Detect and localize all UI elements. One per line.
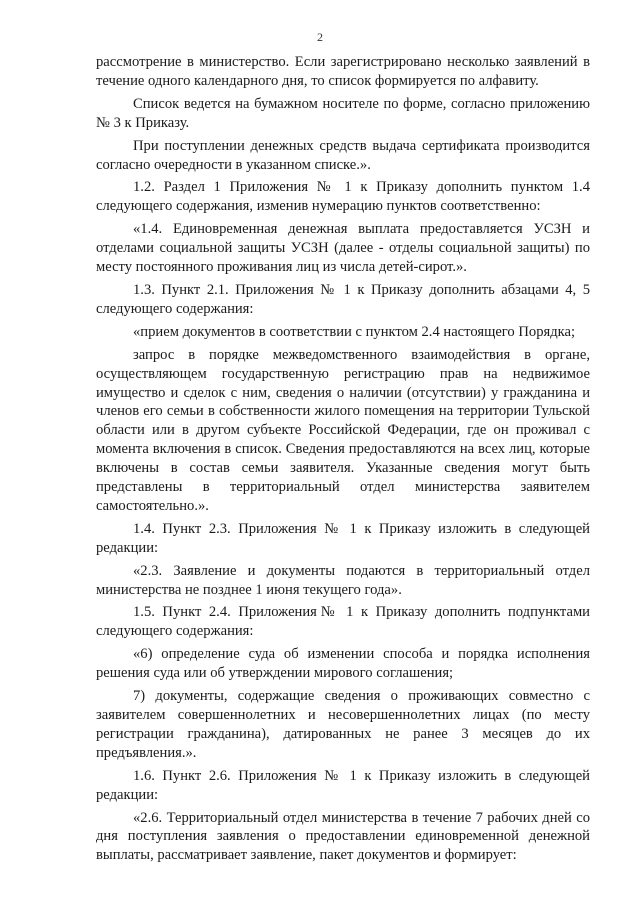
paragraph: рассмотрение в министерство. Если зарегистрировано несколько заявлений в течение одного календарного дня, то список формируется по алфавиту. (96, 54, 590, 89)
paragraph: «прием документов в соответствии с пунктом 2.4 настоящего Порядка; (133, 323, 576, 340)
paragraph: 1.6. Пункт 2.6. Приложения № 1 к Приказу изложить в следующей редакции: (96, 767, 590, 803)
paragraph: запрос в порядке межведомственного взаимодействия в органе, осуществляющем государственную регистрацию прав на недвижимое имущество и сделок с ним, сведения о наличии (отсутствии) у гражданина и членов его семьи в собственности жилого помещения на территории Тульской области или в другом субъекте Российской Федерации, где он проживал с момента включения в список. Сведения предоставляются на всех лиц, которые включены в состав семьи заявителя. Указанные сведения могут быть представлены в территориальный отдел министерства заявителем самостоятельно.». (96, 346, 590, 514)
paragraph: «2.3. Заявление и документы подаются в территориальный отдел министерства не позднее 1 июня текущего года». (96, 562, 590, 598)
paragraph: Список ведется на бумажном носителе по форме, согласно приложению № 3 к Приказу. (96, 95, 590, 131)
paragraph: «6) определение суда об изменении способа и порядка исполнения решения суда или об утверждении мирового соглашения; (96, 646, 590, 682)
paragraph: 1.4. Пункт 2.3. Приложения № 1 к Приказу изложить в следующей редакции: (96, 520, 590, 556)
paragraph: 1.5. Пункт 2.4. Приложения№ 1 к Приказу дополнить подпунктами следующего содержания: (96, 604, 590, 640)
paragraph: 7) документы, содержащие сведения о проживающих совместно с заявителем совершеннолетних и несовершеннолетних лицах (по месту регистрации гражданина), датированных не ранее 3 месяцев до их предъявления.». (96, 688, 590, 761)
paragraph: При поступлении денежных средств выдача сертификата производится согласно очередности в указанном списке.». (96, 137, 590, 173)
document-body (96, 53, 590, 869)
paragraph: «1.4. Единовременная денежная выплата предоставляется УСЗН и отделами социальной защиты УСЗН (далее - отделы социальной защиты) по месту постоянного проживания лиц из числа детей-сирот.». (96, 221, 590, 276)
paragraph: 1.3. Пункт 2.1. Приложения № 1 к Приказу дополнить абзацами 4, 5 следующего содержания: (96, 281, 590, 317)
paragraph: 1.2. Раздел 1 Приложения № 1 к Приказу дополнить пунктом 1.4 следующего содержания, изменив нумерацию пунктов соответственно: (96, 179, 590, 215)
page-number: 2 (317, 30, 323, 44)
paragraph: «2.6. Территориальный отдел министерства в течение 7 рабочих дней со дня поступления заявления о предоставлении единовременной денежной выплаты, рассматривает заявление, пакет документов и формирует: (96, 809, 590, 864)
